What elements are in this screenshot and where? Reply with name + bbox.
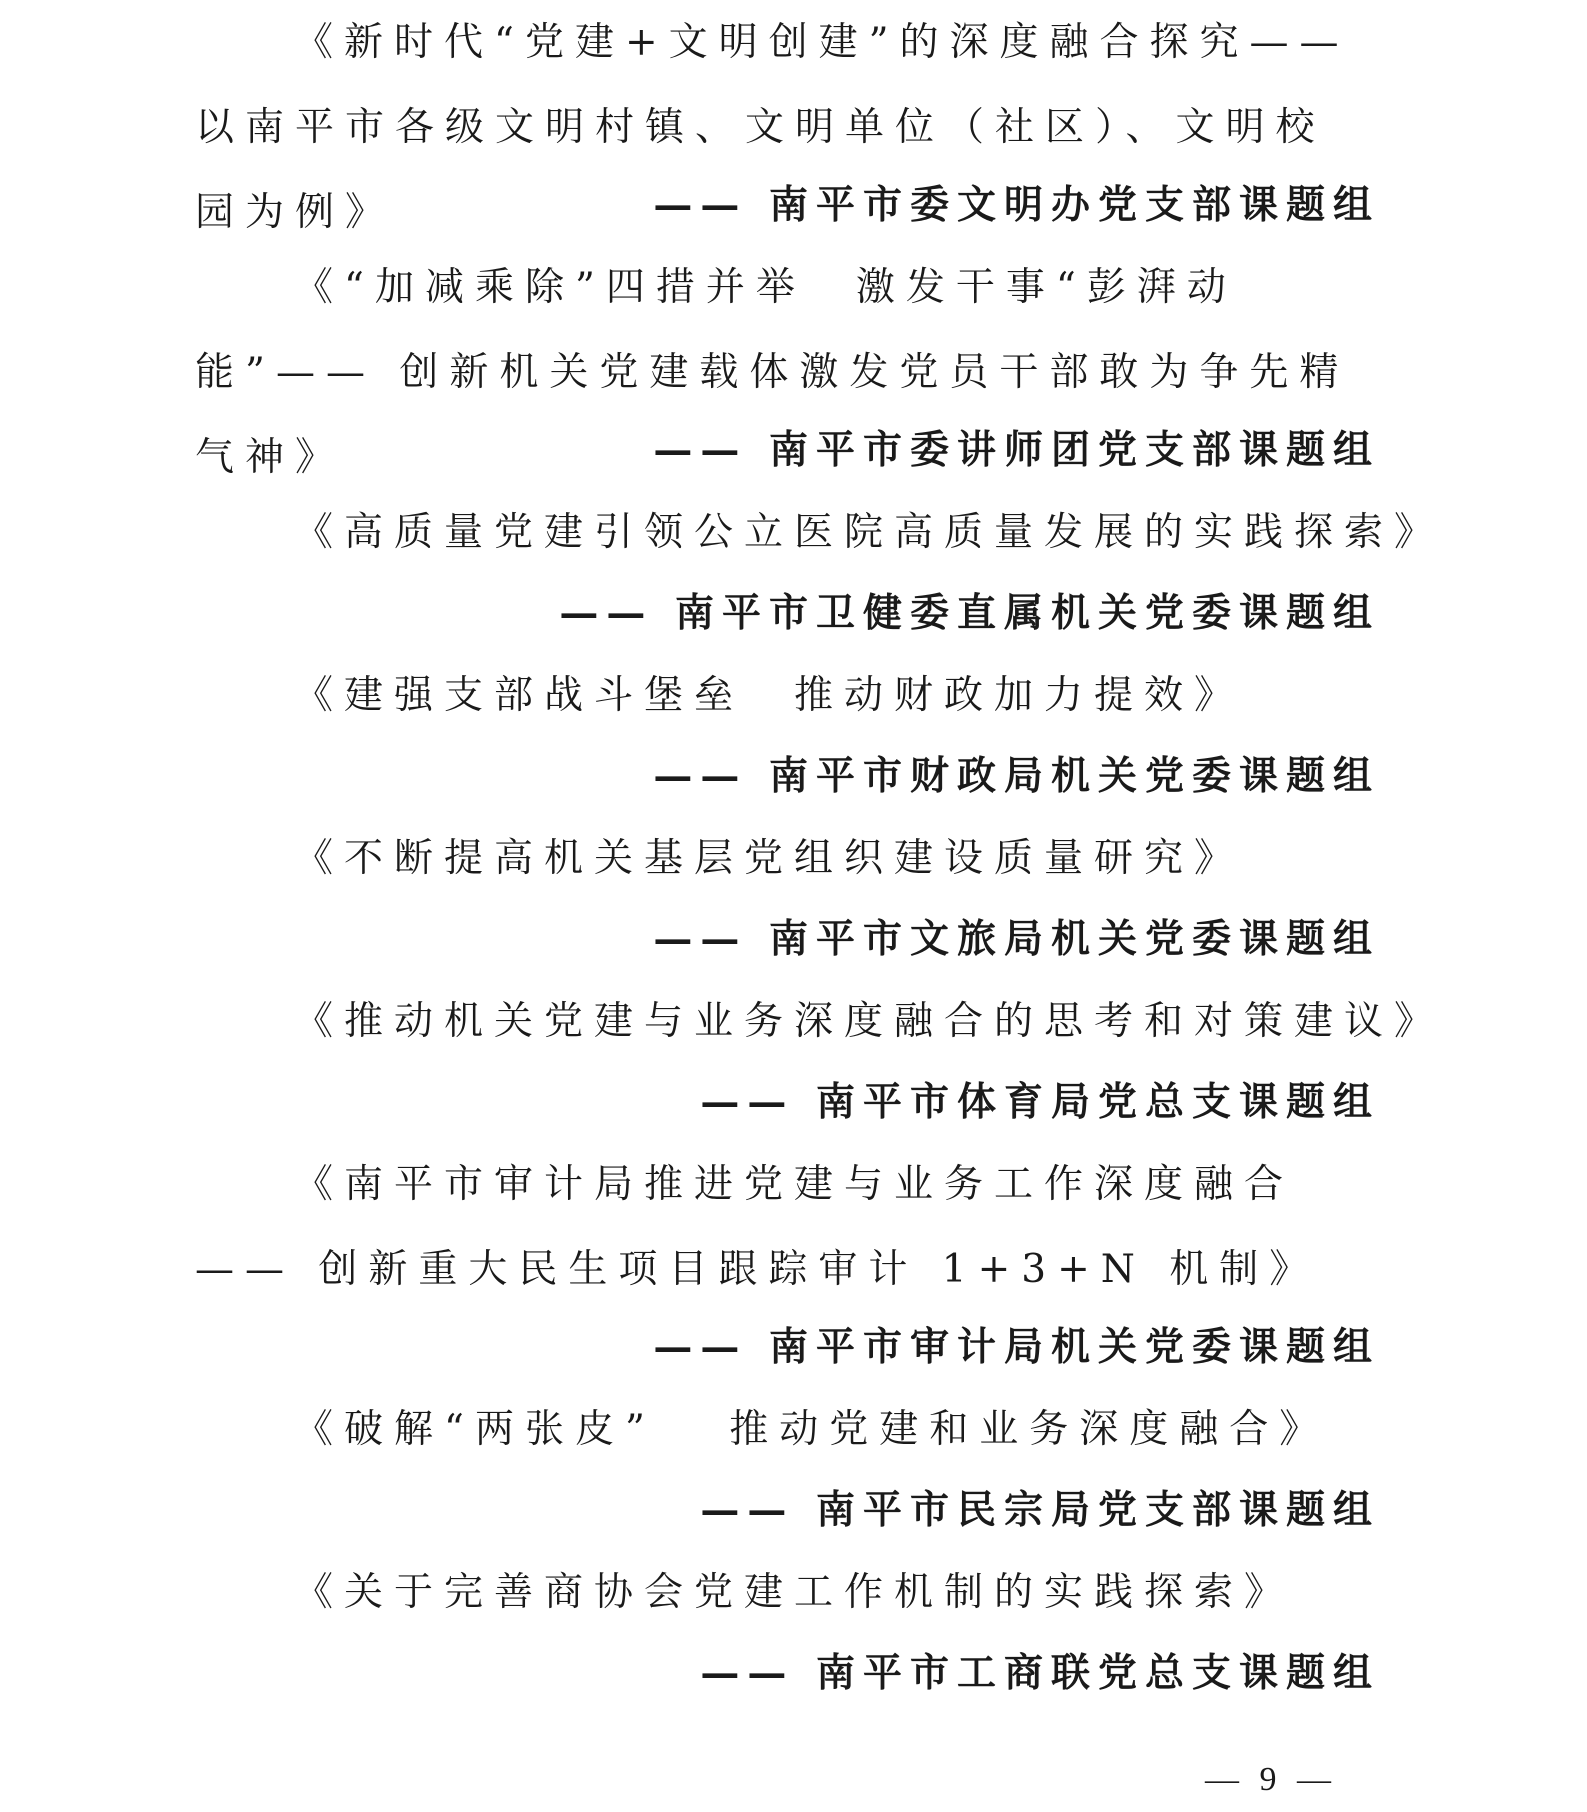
entry-title: 《新时代“党建+文明创建”的深度融合探究—— 以南平市各级文明村镇、文明单位（社区）、文明校园为例》 [195,20,1350,235]
page-number: — 9 — [1205,1761,1337,1798]
entry-title: 《不断提高机关基层党组织建设质量研究》 [294,836,1245,881]
entry-author: —— 南平市委讲师团党支部课题组 [653,427,1380,473]
entry-author: —— 南平市文旅局机关党委课题组 [653,916,1380,962]
entry-author: —— 南平市卫健委直属机关党委课题组 [559,590,1380,636]
entry-author: —— 南平市审计局机关党委课题组 [653,1324,1380,1370]
entry-title: 《破解“两张皮” 推动党建和业务深度融合》 [294,1407,1330,1452]
entry-title: 《南平市审计局推进党建与业务工作深度融合—— 创新重大民生项目跟踪审计 1+3+N 机制》 [195,1162,1320,1292]
entry-title: 《建强支部战斗堡垒 推动财政加力提效》 [294,673,1245,718]
entry-title: 《“加减乘除”四措并举 激发干事“彭湃动能”—— 创新机关党建载体激发党员干部敢为争先精气神》 [195,265,1350,480]
entry-author: —— 南平市财政局机关党委课题组 [653,753,1380,799]
entry-title: 《关于完善商协会党建工作机制的实践探索》 [294,1570,1295,1615]
entry-author: —— 南平市民宗局党支部课题组 [700,1487,1380,1533]
entry-author: —— 南平市体育局党总支课题组 [700,1079,1380,1125]
entry-title: 《高质量党建引领公立医院高质量发展的实践探索》 [294,510,1445,555]
entry-author: —— 南平市工商联党总支课题组 [700,1650,1380,1696]
entry-author: —— 南平市委文明办党支部课题组 [653,182,1380,228]
entry-title: 《推动机关党建与业务深度融合的思考和对策建议》 [294,999,1445,1044]
